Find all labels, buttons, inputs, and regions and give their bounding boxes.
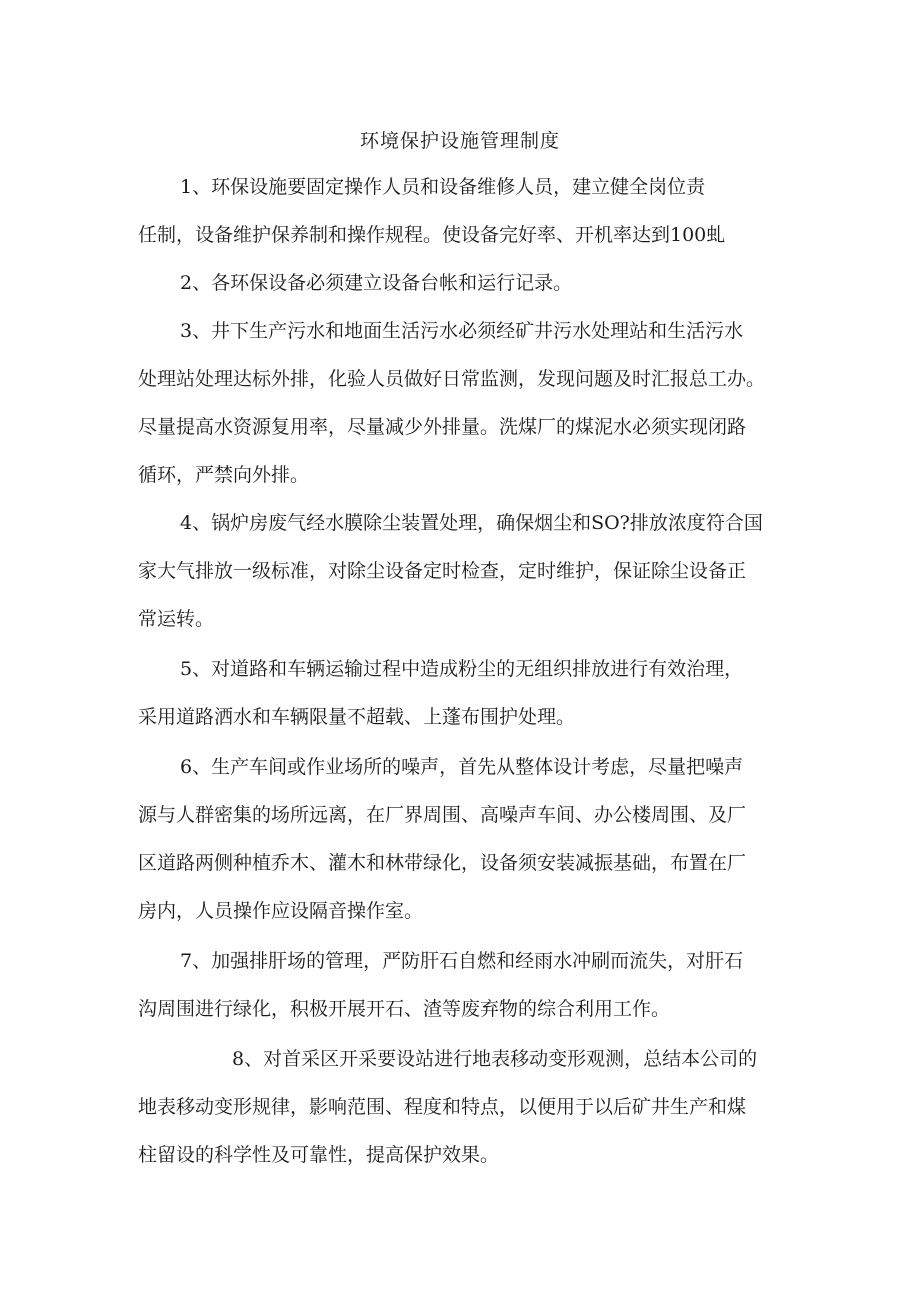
paragraph-5-line-2: 采用道路洒水和车辆限量不超载、上蓬布围护处理。 [138, 706, 576, 728]
paragraph-8-line-3: 柱留设的科学性及可靠性，提高保护效果。 [138, 1144, 500, 1166]
document-title: 环境保护设施管理制度 [359, 130, 560, 152]
paragraph-3-line-4: 循环，严禁向外排。 [138, 464, 310, 486]
paragraph-5-line-1: 5、对道路和车辆运输过程中造成粉尘的无组织排放进行有效治理， [180, 658, 744, 680]
paragraph-4-line-1: 4、锅炉房废气经水膜除尘装置处理，确保烟尘和SO?排放浓度符合国 [180, 512, 763, 534]
paragraph-3-line-1: 3、井下生产污水和地面生活污水必须经矿井污水处理站和生活污水 [180, 320, 744, 342]
paragraph-6-line-3: 区道路两侧种植乔木、灌木和林带绿化，设备须安装减振基础，布置在厂 [138, 852, 747, 874]
paragraph-7-line-2: 沟周围进行绿化，积极开展开石、渣等废弃物的综合利用工作。 [138, 998, 671, 1020]
paragraph-1-line-1: 1、环保设施要固定操作人员和设备维修人员，建立健全岗位责 [180, 176, 706, 198]
paragraph-6-line-2: 源与人群密集的场所远离，在厂界周围、高噪声车间、办公楼周围、及厂 [138, 804, 747, 826]
paragraph-6-line-1: 6、生产车间或作业场所的噪声，首先从整体设计考虑，尽量把噪声 [180, 756, 744, 778]
paragraph-8-line-1: 8、对首采区开采要设站进行地表移动变形观测，总结本公司的 [232, 1048, 758, 1070]
paragraph-2-line-1: 2、各环保设备必须建立设备台帐和运行记录。 [180, 272, 573, 294]
paragraph-7-line-1: 7、加强排肝场的管理，严防肝石自燃和经雨水冲刷而流失，对肝石 [180, 950, 744, 972]
paragraph-4-line-3: 常运转。 [138, 608, 215, 630]
paragraph-4-line-2: 家大气排放一级标准，对除尘设备定时检查，定时维护，保证除尘设备正 [138, 560, 747, 582]
paragraph-6-line-4: 房内，人员操作应设隔音操作室。 [138, 900, 424, 922]
paragraph-3-line-3: 尽量提高水资源复用率，尽量减少外排量。洗煤厂的煤泥水必须实现闭路 [138, 416, 747, 438]
paragraph-1-line-2: 任制，设备维护保养制和操作规程。使设备完好率、开机率达到100虬 [138, 224, 726, 246]
paragraph-3-line-2: 处理站处理达标外排，化验人员做好日常监测，发现问题及时汇报总工办。 [138, 368, 766, 390]
paragraph-8-line-2: 地表移动变形规律，影响范围、程度和特点，以便用于以后矿井生产和煤 [138, 1096, 747, 1118]
